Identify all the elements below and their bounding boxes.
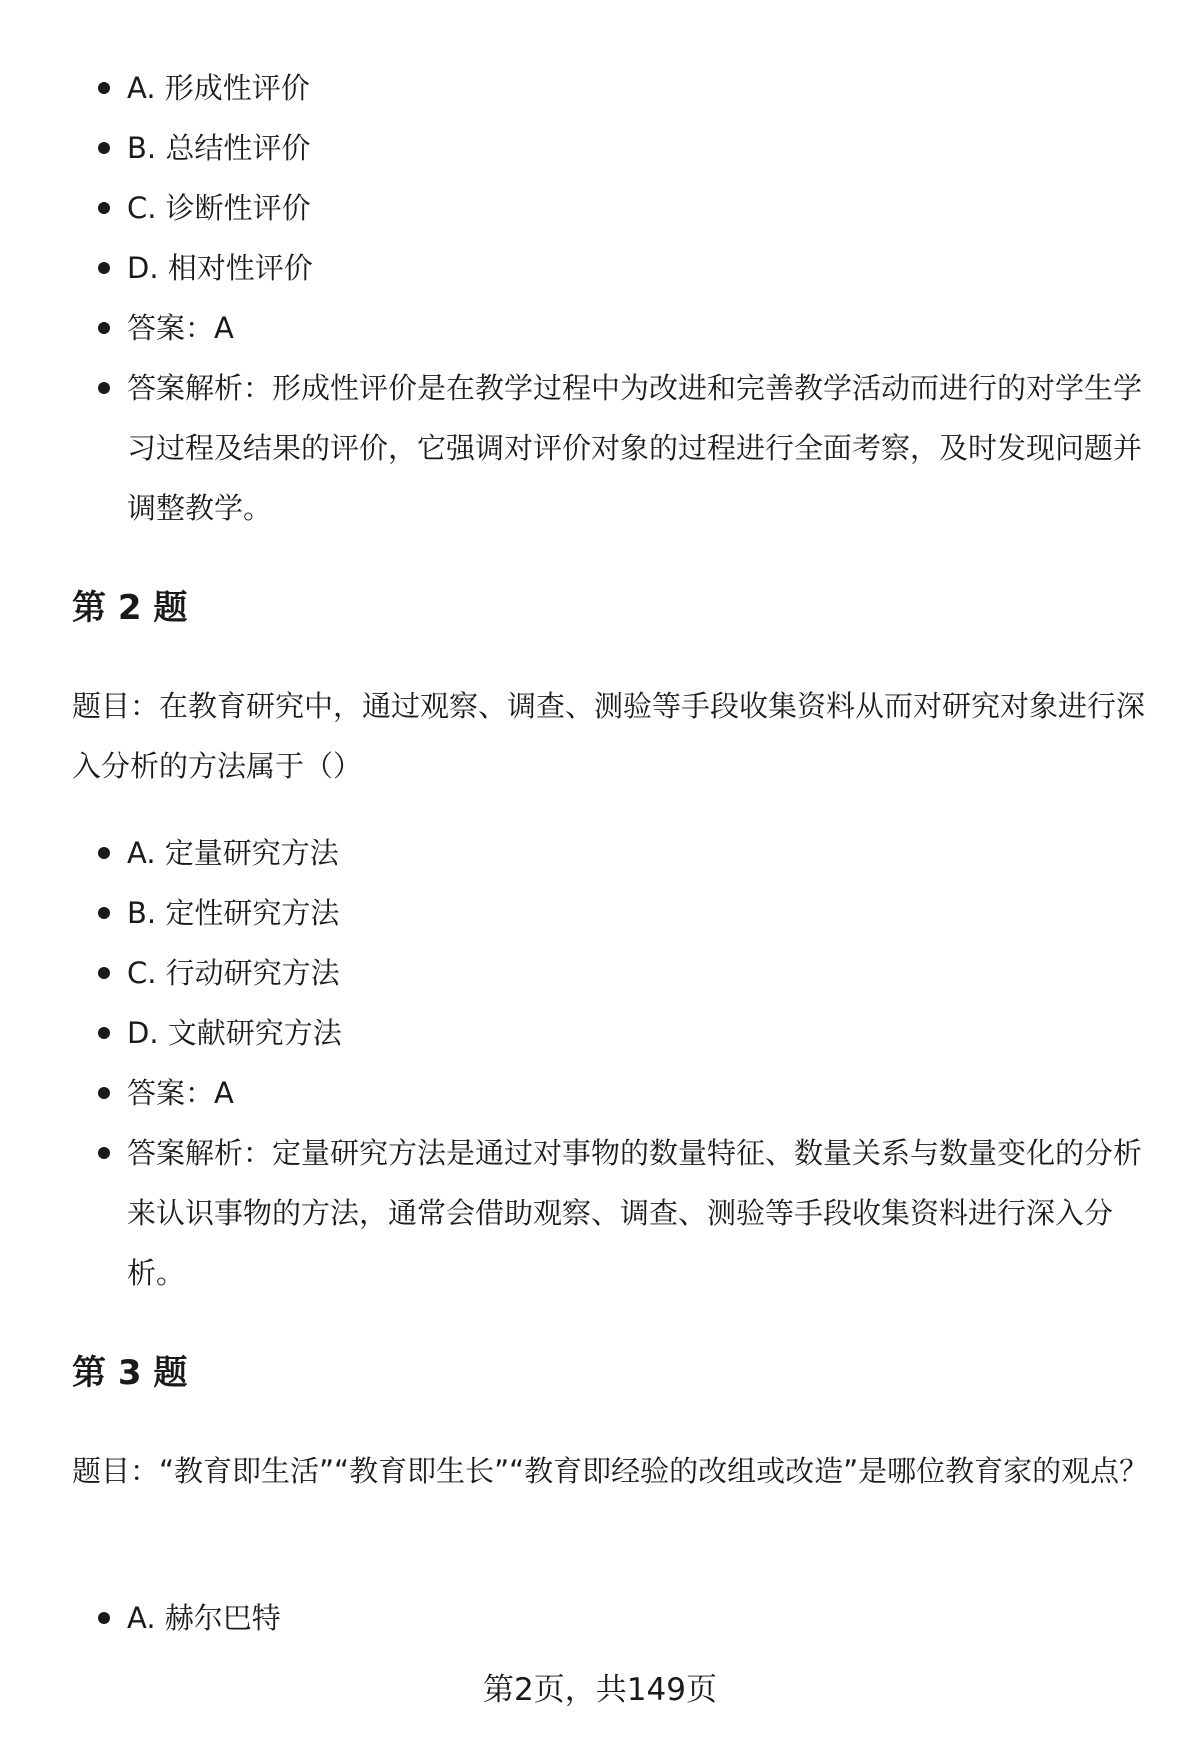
q1-answer: 答案：A [0,298,1200,358]
q1-option-c: C. 诊断性评价 [0,178,1200,238]
q1-option-d: D. 相对性评价 [0,238,1200,298]
q2-heading: 第 2 题 [72,588,188,628]
q1-options-list [0,58,1200,538]
page-footer: 第2页，共149页 [483,1672,717,1708]
q3-options-list [0,1588,1200,1648]
q2-explanation: 答案解析：定量研究方法是通过对事物的数量特征、数量关系与数量变化的分析来认识事物的方法，通常会借助观察、调查、测验等手段收集资料进行深入分析。 [0,1123,1200,1303]
q2-option-a: A. 定量研究方法 [0,823,1200,883]
q2-option-c: C. 行动研究方法 [0,943,1200,1003]
q2-answer: 答案：A [0,1063,1200,1123]
q1-option-b: B. 总结性评价 [0,118,1200,178]
q1-explanation: 答案解析：形成性评价是在教学过程中为改进和完善教学活动而进行的对学生学习过程及结果的评价，它强调对评价对象的过程进行全面考察，及时发现问题并调整教学。 [0,358,1200,538]
q2-options-list [0,823,1200,1303]
q2-option-d: D. 文献研究方法 [0,1003,1200,1063]
q1-option-a: A. 形成性评价 [0,58,1200,118]
q3-option-a: A. 赫尔巴特 [0,1588,1200,1648]
q2-option-b: B. 定性研究方法 [0,883,1200,943]
q2-question: 题目：在教育研究中，通过观察、调查、测验等手段收集资料从而对研究对象进行深入分析的方法属于（） [72,689,1146,783]
q3-heading: 第 3 题 [72,1353,188,1393]
q3-question: 题目：“教育即生活”“教育即生长”“教育即经验的改组或改造”是哪位教育家的观点？ [72,1454,1149,1488]
